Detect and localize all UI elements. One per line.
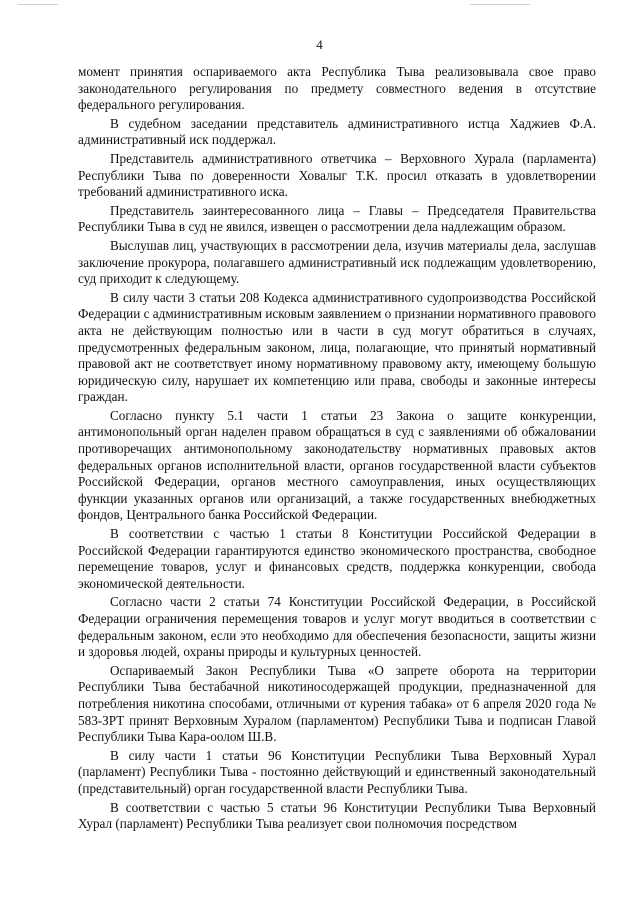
page-number: 4 — [316, 37, 323, 52]
paragraph: Оспариваемый Закон Республики Тыва «О запрете оборота на территории Республики Тыва бестабачной никотиносодержащей продукции, предназначенной для потребления никотина способами, отличными от курения табака» от 6 апреля 2020 года № 583-ЗРТ принят Верховным Хуралом (парламентом) Республики Тыва и подписан Главой Республики Тыва Кара-оолом Ш.В. — [78, 662, 596, 745]
paragraph: В соответствии с частью 5 статьи 96 Конституции Республики Тыва Верховный Хурал (парламент) Республики Тыва реализует свои полномочия посредством — [78, 799, 596, 832]
paragraph: Согласно пункту 5.1 части 1 статьи 23 Закона о защите конкуренции, антимонопольный орган наделен правом обращаться в суд с заявлениями об обжаловании противоречащих антимонопольному законодательству нормативных правовых актов федеральных органов исполнительной власти, органов государственной власти субъектов Российской Федерации, органов местного самоуправления, иных осуществляющих функции указанных органов или организаций, а также государственных внебюджетных фондов, Центрального банка Российской Федерации. — [78, 407, 596, 523]
paragraph-continuation: момент принятия оспариваемого акта Республика Тыва реализовывала свое право законодательного регулирования по предмету совместного ведения в отсутствие федерального регулирования. — [78, 64, 596, 113]
document-body — [78, 64, 596, 835]
scan-mark-left — [18, 4, 58, 5]
paragraph: Представитель заинтересованного лица – Главы – Председателя Правительства Республики Тыва в суд не явился, извещен о рассмотрении дела надлежащим образом. — [78, 202, 596, 235]
paragraph: В силу части 1 статьи 96 Конституции Республики Тыва Верховный Хурал (парламент) Республики Тыва - постоянно действующий и единственный законодательный (представительный) орган государственной власти Республики Тыва. — [78, 747, 596, 796]
paragraph: Представитель административного ответчика – Верховного Хурала (парламента) Республики Тыва по доверенности Ховалыг Т.К. просил отказать в удовлетворении требований административного иска. — [78, 150, 596, 200]
paragraph: В силу части 3 статьи 208 Кодекса административного судопроизводства Российской Федерации с административным исковым заявлением о признании нормативного правового акта не действующим полностью или в части в суд могут обратиться в случаях, предусмотренных федеральным законом, лица, полагающие, что принятый нормативный правовой акт не соответствует иному нормативному правовому акту, имеющему большую юридическую силу, нарушает их компетенцию или права, свободы и законные интересы граждан. — [78, 289, 596, 405]
paragraph: Выслушав лиц, участвующих в рассмотрении дела, изучив материалы дела, заслушав заключение прокурора, полагавшего административный иск подлежащим удовлетворению, суд приходит к следующему. — [78, 237, 596, 287]
paragraph: В соответствии с частью 1 статьи 8 Конституции Российской Федерации в Российской Федерации гарантируются единство экономического пространства, свободное перемещение товаров, услуг и финансовых средств, поддержка конкуренции, свобода экономической деятельности. — [78, 526, 596, 591]
paragraph: Согласно части 2 статьи 74 Конституции Российской Федерации, в Российской Федерации ограничения перемещения товаров и услуг могут вводиться в соответствии с федеральным законом, если это необходимо для обеспечения безопасности, защиты жизни и здоровья людей, охраны природы и культурных ценностей. — [78, 594, 596, 660]
scan-mark-right — [470, 4, 530, 5]
paragraph: В судебном заседании представитель административного истца Хаджиев Ф.А. административный иск поддержал. — [78, 115, 596, 148]
